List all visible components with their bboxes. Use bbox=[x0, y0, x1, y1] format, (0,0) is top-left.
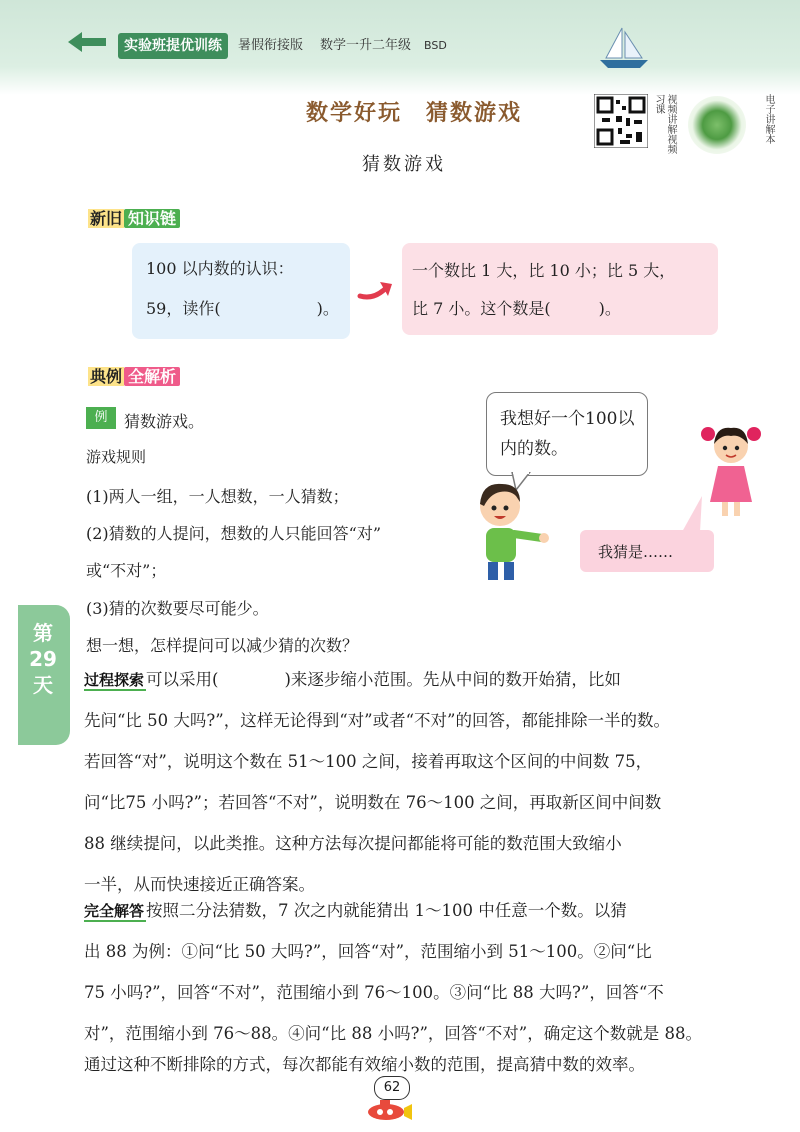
edition-name: 暑假衔接版 bbox=[238, 38, 304, 53]
ebook-qr-icon[interactable] bbox=[688, 96, 746, 154]
qr-code-icon[interactable] bbox=[594, 94, 648, 148]
process-line-6: 一半，从而快速接近正确答案。 bbox=[84, 875, 315, 894]
series-name: 实验班提优训练 bbox=[118, 33, 228, 59]
process-line-1 bbox=[84, 670, 621, 690]
review-question: 59，读作( )。 bbox=[146, 299, 339, 318]
think-question: 想一想，怎样提问可以减少猜的次数？ bbox=[86, 636, 359, 655]
page-number: 62 bbox=[374, 1076, 410, 1100]
video-lesson-label: 视频讲解视频习课 bbox=[653, 94, 676, 154]
new-question-line2: 比 7 小。这个数是( )。 bbox=[412, 299, 621, 318]
new-question-box bbox=[402, 243, 718, 335]
edition-code: BSD bbox=[424, 39, 447, 52]
section-example-badge bbox=[88, 364, 180, 390]
answer-label: 完全解答 bbox=[84, 902, 145, 920]
new-question-line1: 一个数比 1 大，比 10 小；比 5 大， bbox=[412, 261, 676, 280]
process-text: 可以采用( )来逐步缩小范围。先从中间的数开始猜，比如 bbox=[146, 670, 621, 689]
example-intro: 猜数游戏。 bbox=[124, 412, 205, 431]
answer-text: 按照二分法猜数，7 次之内就能猜出 1～100 中任意一个数。以猜 bbox=[146, 901, 627, 920]
rule-1: (1)两人一组，一人想数，一人猜数； bbox=[86, 487, 349, 506]
answer-line-4: 对”，范围缩小到 76～88。④问“比 88 小吗?”，回答“不对”，确定这个数就是 88。 bbox=[84, 1024, 702, 1043]
arrow-right-icon bbox=[356, 274, 398, 304]
section-knowledge-badge bbox=[88, 206, 180, 232]
day-label: 第29天 bbox=[29, 621, 57, 697]
badge-part-b: 全解析 bbox=[124, 367, 180, 386]
process-line-2: 先问“比 50 大吗?”，这样无论得到“对”或者“不对”的回答，都能排除一半的数。 bbox=[84, 711, 670, 730]
subject-name: 数学一升二年级 bbox=[320, 38, 412, 53]
logo-icon bbox=[66, 28, 110, 54]
example-tag: 例 bbox=[86, 407, 116, 429]
boy-illustration bbox=[470, 476, 550, 586]
page-title: 数学好玩 猜数游戏 bbox=[306, 101, 523, 126]
badge-part-a: 新旧 bbox=[90, 209, 123, 228]
answer-line-5: 通过这种不断排除的方式，每次都能有效缩小数的范围，提高猜中数的效率。 bbox=[84, 1055, 645, 1074]
boy-speech-text: 我想好一个100以内的数。 bbox=[500, 409, 635, 459]
rule-3: (3)猜的次数要尽可能少。 bbox=[86, 599, 269, 618]
rule-2-cont: 或“不对”； bbox=[86, 561, 167, 580]
badge-part-b: 知识链 bbox=[124, 209, 180, 228]
girl-illustration bbox=[700, 420, 762, 520]
process-line-5: 88 继续提问，以此类推。这种方法每次提问都能将可能的数范围大致缩小 bbox=[84, 834, 622, 853]
sailboat-icon bbox=[596, 24, 652, 70]
badge-part-a: 典例 bbox=[90, 367, 123, 386]
page-subtitle: 猜数游戏 bbox=[362, 154, 446, 175]
rules-title: 游戏规则 bbox=[86, 448, 147, 466]
girl-speech-text: 我猜是…… bbox=[598, 543, 674, 561]
process-line-3: 若回答“对”，说明这个数在 51～100 之间，接着再取这个区间的中间数 75， bbox=[84, 752, 653, 771]
process-label: 过程探索 bbox=[84, 671, 145, 689]
answer-line-2: 出 88 为例：①问“比 50 大吗?”，回答“对”，范围缩小到 51～100。②问“比 bbox=[84, 942, 652, 961]
answer-line-3: 75 小吗?”，回答“不对”，范围缩小到 76～100。③问“比 88 大吗?”，回答“不 bbox=[84, 983, 664, 1002]
process-line-4: 问“比75 小吗?”；若回答“不对”，说明数在 76～100 之间，再取新区间中间数 bbox=[84, 793, 662, 812]
answer-line-1 bbox=[84, 901, 627, 921]
submarine-icon bbox=[362, 1092, 414, 1122]
review-title: 100 以内数的认识： bbox=[146, 259, 294, 278]
ebook-label: 电子讲解本 bbox=[763, 94, 774, 144]
rule-2: (2)猜数的人提问，想数的人只能回答“对” bbox=[86, 524, 382, 543]
